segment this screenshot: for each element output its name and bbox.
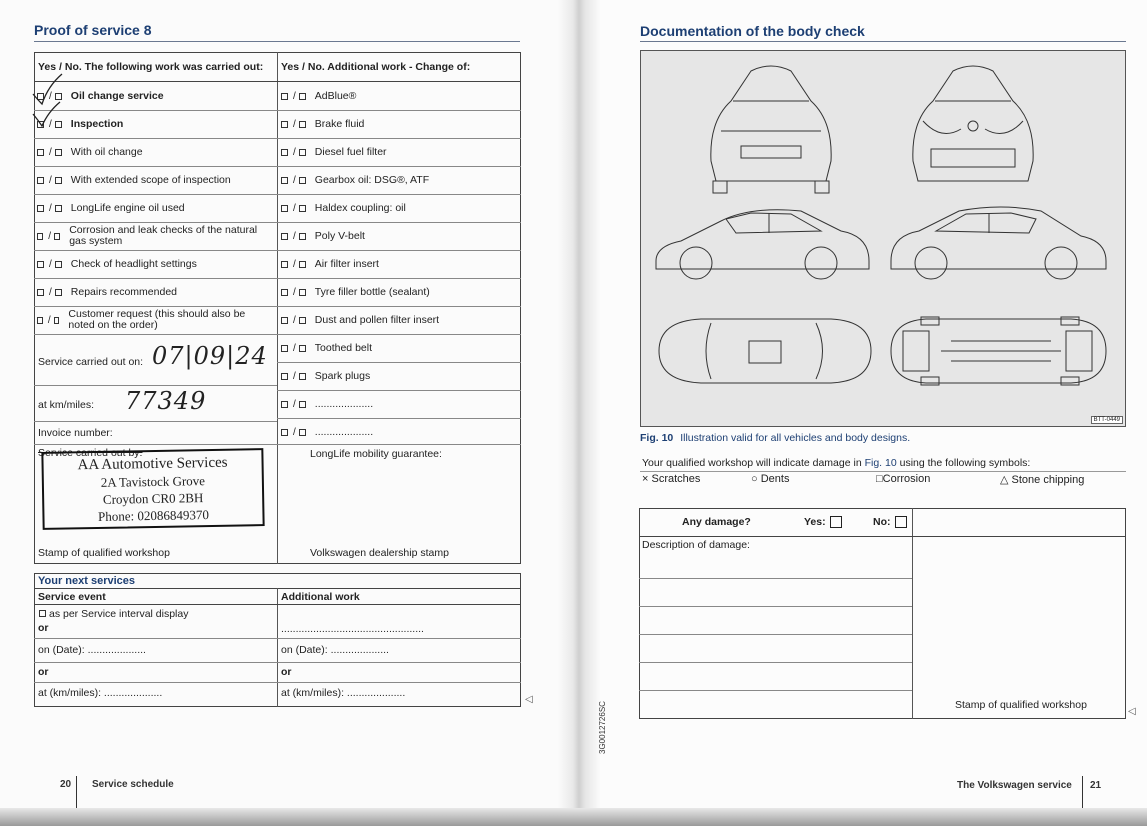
symbol-stone-chipping — [1000, 473, 1084, 486]
book-gutter — [558, 0, 600, 826]
title-rule — [640, 41, 1126, 42]
slash-separator: / — [293, 370, 296, 382]
work-row — [36, 250, 274, 278]
work-row — [36, 306, 274, 334]
handwritten-km: 77349 — [125, 387, 207, 415]
row-rule — [34, 385, 277, 386]
yes-checkbox-icon[interactable] — [37, 205, 44, 212]
slash-separator: / — [49, 258, 52, 270]
yes-checkbox-icon[interactable] — [37, 289, 44, 296]
work-row — [36, 194, 274, 222]
no-checkbox-icon[interactable] — [299, 401, 306, 408]
slash-separator: / — [293, 398, 296, 410]
slash-separator: / — [49, 202, 52, 214]
no-checkbox-icon[interactable] — [55, 149, 62, 156]
yes-checkbox-icon[interactable] — [281, 93, 288, 100]
no-checkbox-icon[interactable] — [299, 177, 306, 184]
yes-option[interactable] — [804, 513, 842, 531]
service-by-label: Service carried out by: — [38, 447, 143, 459]
additional-row — [280, 110, 518, 138]
no-checkbox-icon[interactable] — [299, 345, 306, 352]
additional-row — [280, 390, 518, 418]
additional-row — [280, 334, 518, 362]
table-divider — [277, 52, 278, 564]
work-row-label: Inspection — [70, 117, 124, 130]
stamp-line2: 2A Tavistock Grove — [100, 473, 206, 490]
work-row-label: Customer request (this should also be noted on the order) — [68, 308, 246, 331]
work-row — [36, 222, 274, 250]
description-label: Description of damage: — [642, 539, 750, 551]
instruction-suffix: using the following symbols: — [896, 457, 1031, 469]
handwritten-service-date: 07|09|24 — [152, 342, 268, 370]
checkbox-icon — [39, 610, 46, 617]
stone-chip-icon: △ — [1000, 474, 1009, 486]
slash-separator: / — [293, 90, 296, 102]
car-outline-diagram — [641, 51, 1125, 426]
additional-row-label: Diesel fuel filter — [314, 146, 387, 158]
additional-row-label: Spark plugs — [314, 370, 371, 382]
slash-separator: / — [293, 202, 296, 214]
row-rule — [639, 690, 912, 691]
any-damage-label: Any damage? — [682, 516, 751, 528]
corrosion-icon: □ — [876, 473, 883, 485]
stamp-qualified-workshop-label: Stamp of qualified workshop — [38, 547, 170, 559]
car-side-view-left — [656, 210, 869, 279]
slash-separator: / — [293, 118, 296, 130]
row-rule — [34, 662, 521, 663]
work-row-label: LongLife engine oil used — [70, 201, 185, 214]
row-rule — [639, 536, 1126, 537]
next-services-title: Your next services — [38, 575, 136, 587]
yes-checkbox-icon[interactable] — [281, 289, 288, 296]
car-rear-view — [711, 66, 831, 193]
yes-checkbox-icon[interactable] — [281, 205, 288, 212]
row-rule — [34, 638, 521, 639]
checkmark-oil-change — [33, 74, 62, 104]
km-label: at km/miles: — [38, 399, 95, 411]
work-row-label: Check of headlight settings — [70, 257, 197, 270]
header-additional-work: Yes / No. Additional work - Change of: — [281, 61, 471, 73]
no-checkbox-icon[interactable] — [55, 177, 62, 184]
yes-checkbox-icon[interactable] — [281, 401, 288, 408]
instruction-prefix: Your qualified workshop will indicate damage in — [642, 457, 865, 469]
work-row-label: Oil change service — [70, 89, 164, 102]
slash-separator: / — [293, 342, 296, 354]
header-work-carried-out: Yes / No. The following work was carried out: — [38, 61, 264, 73]
row-rule — [34, 421, 277, 422]
stamp-line3: Croydon CR0 2BH — [102, 490, 204, 507]
row-rule — [34, 604, 521, 605]
symbol-dents — [751, 473, 789, 485]
work-row-label: With extended scope of inspection — [70, 173, 231, 186]
work-row — [36, 110, 274, 138]
slash-separator: / — [293, 146, 296, 158]
no-checkbox-icon[interactable] — [299, 261, 306, 268]
additional-row-label: Haldex coupling: oil — [314, 202, 406, 214]
slash-separator: / — [47, 314, 51, 326]
row-rule — [639, 662, 912, 663]
symbol-scratches — [642, 473, 700, 485]
additional-row-label: .................... — [314, 426, 374, 438]
row-rule — [639, 606, 912, 607]
stamp-dealership-label: Volkswagen dealership stamp — [310, 547, 449, 559]
no-label: No: — [873, 516, 891, 528]
no-checkbox-icon[interactable] — [299, 205, 306, 212]
slash-separator: / — [49, 118, 52, 130]
body-check-figure — [640, 50, 1126, 427]
handwritten-checkmarks — [30, 72, 70, 132]
no-checkbox-icon[interactable] — [299, 233, 306, 240]
additional-row-label: Air filter insert — [314, 258, 379, 270]
yes-checkbox-icon[interactable] — [281, 149, 288, 156]
table-divider — [912, 508, 913, 719]
no-checkbox-icon[interactable] — [895, 516, 907, 528]
next-km: at (km/miles): .................... — [38, 687, 163, 699]
symbol-corrosion — [876, 473, 930, 485]
no-checkbox-icon[interactable] — [299, 373, 306, 380]
page-title-body-check: Documentation of the body check — [640, 23, 865, 39]
dent-icon: ○ — [751, 473, 758, 485]
additional-row-label: Poly V-belt — [314, 230, 365, 242]
yes-checkbox-icon[interactable] — [830, 516, 842, 528]
additional-row-label: Gearbox oil: DSG®, ATF — [314, 174, 430, 186]
row-rule — [639, 634, 912, 635]
yes-checkbox-icon[interactable] — [37, 177, 44, 184]
additional-km: at (km/miles): .................... — [281, 687, 406, 699]
work-row — [36, 82, 274, 110]
slash-separator: / — [49, 90, 52, 102]
col-service-event: Service event — [38, 591, 106, 603]
yes-checkbox-icon[interactable] — [281, 373, 288, 380]
yes-checkbox-icon[interactable] — [37, 317, 43, 324]
additional-row-label: AdBlue® — [314, 90, 357, 102]
col-additional-work: Additional work — [281, 591, 360, 603]
no-checkbox-icon[interactable] — [55, 289, 62, 296]
no-option[interactable] — [873, 513, 907, 531]
slash-separator: / — [293, 314, 296, 326]
yes-checkbox-icon[interactable] — [281, 429, 288, 436]
additional-row — [280, 306, 518, 334]
additional-row — [280, 418, 518, 446]
yes-checkbox-icon[interactable] — [37, 233, 43, 240]
work-row — [36, 138, 274, 166]
workshop-stamp — [41, 448, 264, 530]
symbol-label: Stone chipping — [1011, 474, 1085, 486]
row-rule — [640, 471, 1126, 472]
figure-label: Fig. 10 — [640, 432, 674, 444]
figure-caption — [640, 432, 910, 444]
no-checkbox-icon[interactable] — [299, 317, 306, 324]
additional-row — [280, 82, 518, 110]
title-rule — [34, 41, 520, 42]
additional-row-label: Brake fluid — [314, 118, 365, 130]
continue-arrow-icon: ◁ — [1128, 706, 1136, 717]
invoice-label: Invoice number: — [38, 427, 113, 439]
slash-separator: / — [293, 426, 296, 438]
figure-caption-text: Illustration valid for all vehicles and body designs. — [680, 432, 911, 444]
no-checkbox-icon[interactable] — [299, 289, 306, 296]
yes-label: Yes: — [804, 516, 826, 528]
scan-edge-shadow — [0, 808, 1147, 826]
row-rule — [639, 578, 912, 579]
additional-row — [280, 166, 518, 194]
scratch-icon: × — [642, 473, 649, 485]
right-page-number: 21 — [1090, 780, 1102, 791]
row-rule — [34, 682, 521, 683]
no-checkbox-icon[interactable] — [299, 93, 306, 100]
yes-checkbox-icon[interactable] — [281, 121, 288, 128]
service-date-label: Service carried out on: — [38, 356, 144, 368]
yes-checkbox-icon[interactable] — [37, 261, 44, 268]
table-divider — [277, 588, 278, 707]
stamp-line4: Phone: 02086849370 — [97, 507, 210, 524]
next-date: on (Date): .................... — [38, 644, 146, 656]
additional-date: on (Date): .................... — [281, 644, 389, 656]
no-checkbox-icon[interactable] — [299, 429, 306, 436]
work-row-label: With oil change — [70, 145, 143, 158]
interval-text: as per Service interval display — [49, 607, 189, 620]
additional-row-label: .................... — [314, 398, 374, 410]
slash-separator: / — [293, 230, 296, 242]
slash-separator: / — [293, 258, 296, 270]
slash-separator: / — [49, 286, 52, 298]
additional-row — [280, 194, 518, 222]
additional-row — [280, 250, 518, 278]
yes-checkbox-icon[interactable] — [281, 233, 288, 240]
side-code: 3G0012726SC — [598, 701, 607, 754]
symbol-label: Dents — [760, 473, 790, 485]
work-row-label: Corrosion and leak checks of the natural gas system — [69, 224, 258, 247]
yes-checkbox-icon[interactable] — [281, 261, 288, 268]
additional-row-label: Toothed belt — [314, 342, 372, 354]
car-underbody-view — [891, 317, 1106, 385]
longlife-label: LongLife mobility guarantee: — [310, 448, 442, 460]
no-checkbox-icon[interactable] — [54, 233, 60, 240]
work-row-label: Repairs recommended — [70, 285, 177, 298]
additional-dots: ................................................. — [281, 623, 424, 635]
right-stamp-label: Stamp of qualified workshop — [955, 699, 1087, 711]
additional-row — [280, 222, 518, 250]
or-1: or — [38, 621, 49, 634]
instruction-fig-ref: Fig. 10 — [864, 457, 897, 469]
car-top-view — [659, 319, 871, 383]
slash-separator: / — [49, 174, 52, 186]
slash-separator: / — [48, 230, 51, 242]
no-checkbox-icon[interactable] — [55, 261, 62, 268]
symbol-instruction — [642, 457, 1030, 469]
yes-checkbox-icon[interactable] — [281, 317, 288, 324]
additional-row — [280, 138, 518, 166]
continue-arrow-icon: ◁ — [525, 694, 533, 705]
slash-separator: / — [49, 146, 52, 158]
right-footer-text: The Volkswagen service — [957, 780, 1072, 791]
additional-row-label: Dust and pollen filter insert — [314, 314, 440, 326]
slash-separator: / — [293, 286, 296, 298]
stamp-line1: AA Automotive Services — [77, 454, 228, 474]
or-3: or — [281, 666, 292, 678]
additional-row — [280, 362, 518, 390]
row-rule — [34, 334, 277, 335]
interval-option — [38, 607, 188, 620]
car-front-view — [913, 66, 1033, 181]
symbol-label: Corrosion — [882, 473, 931, 485]
car-side-view-right — [891, 207, 1106, 279]
work-row — [36, 166, 274, 194]
yes-checkbox-icon[interactable] — [37, 149, 44, 156]
yes-checkbox-icon[interactable] — [281, 177, 288, 184]
additional-row — [280, 278, 518, 306]
no-checkbox-icon[interactable] — [299, 121, 306, 128]
page-title-proof-of-service: Proof of service 8 — [34, 22, 152, 38]
slash-separator: / — [293, 174, 296, 186]
symbol-label: Scratches — [651, 473, 701, 485]
or-2: or — [38, 666, 49, 678]
additional-row-label: Tyre filler bottle (sealant) — [314, 286, 430, 298]
no-checkbox-icon[interactable] — [55, 205, 62, 212]
figure-tag: BTT-0449 — [1091, 416, 1123, 424]
no-checkbox-icon[interactable] — [54, 317, 60, 324]
work-row — [36, 278, 274, 306]
no-checkbox-icon[interactable] — [299, 149, 306, 156]
yes-checkbox-icon[interactable] — [281, 345, 288, 352]
row-rule — [34, 444, 521, 445]
checkmark-inspection — [33, 102, 60, 126]
left-footer-text: Service schedule — [92, 779, 174, 790]
left-page-number: 20 — [60, 779, 72, 790]
